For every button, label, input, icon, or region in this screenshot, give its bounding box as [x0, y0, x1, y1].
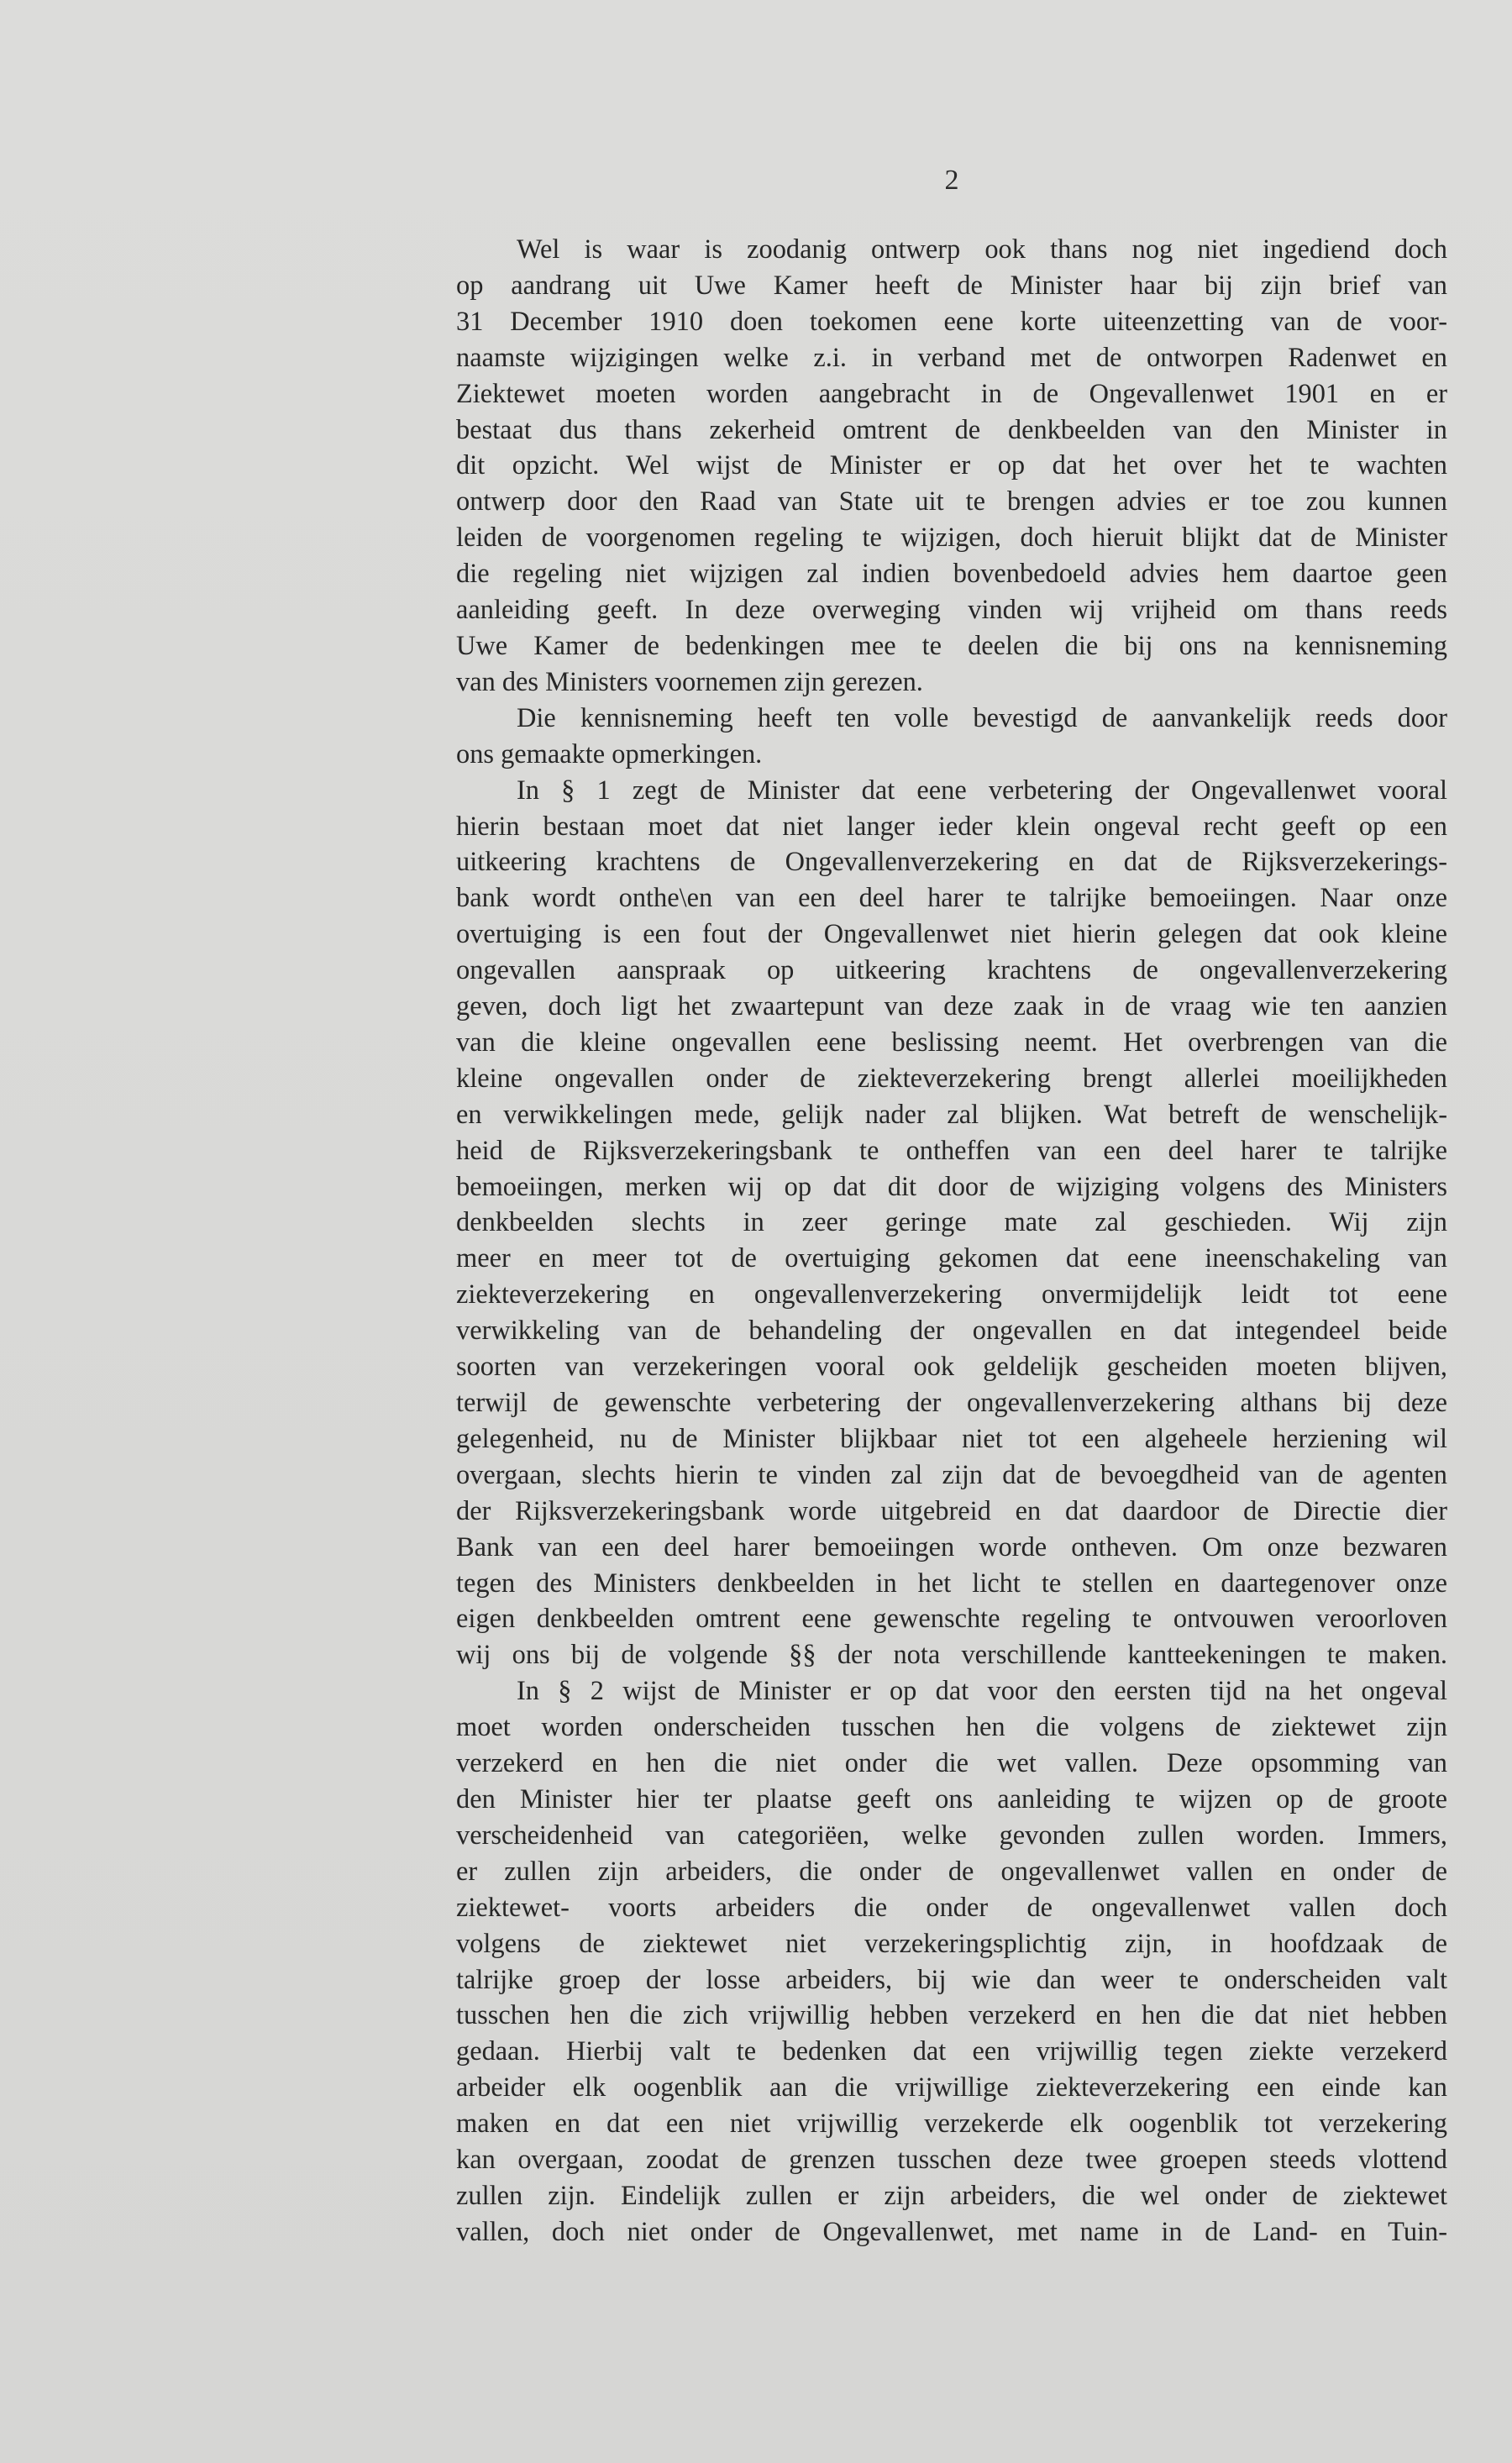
- text-line: denkbeelden slechts in zeer geringe mate zal geschieden. Wij zijn: [456, 1207, 1447, 1238]
- paragraph-section-2: [456, 1673, 1447, 2250]
- text-line: bemoeiingen, merken wij op dat dit door de wijziging volgens des Ministers: [456, 1171, 1447, 1202]
- text-line: Ziektewet moeten worden aangebracht in de Ongevallenwet 1901 en er: [456, 378, 1447, 409]
- text-line: In § 1 zegt de Minister dat eene verbetering der Ongevallenwet vooral: [517, 775, 1447, 806]
- text-line: Wel is waar is zoodanig ontwerp ook thans nog niet ingediend doch: [517, 234, 1447, 265]
- paragraph-section-1: [456, 773, 1447, 1674]
- page-number: 2: [944, 165, 959, 196]
- text-line: zullen zijn. Eindelijk zullen er zijn arbeiders, die wel onder de ziektewet: [456, 2180, 1447, 2211]
- paragraph-kennisneming: [456, 701, 1447, 773]
- body-text: [456, 232, 1447, 2250]
- text-line: meer en meer tot de overtuiging gekomen dat eene ineenschakeling van: [456, 1243, 1447, 1274]
- text-line: die regeling niet wijzigen zal indien bovenbedoeld advies hem daartoe geen: [456, 559, 1447, 590]
- text-line: gelegenheid, nu de Minister blijkbaar niet tot een algeheele herziening wil: [456, 1423, 1447, 1454]
- text-line: en verwikkelingen mede, gelijk nader zal blijken. Wat betreft de wenschelijk-: [456, 1099, 1447, 1130]
- text-line: den Minister hier ter plaatse geeft ons aanleiding te wijzen op de groote: [456, 1783, 1447, 1814]
- text-line: verzekerd en hen die niet onder die wet vallen. Deze opsomming van: [456, 1748, 1447, 1779]
- text-line: uitkeering krachtens de Ongevallenverzekering en dat de Rijksverzekerings-: [456, 847, 1447, 878]
- text-line: hierin bestaan moet dat niet langer ieder klein ongeval recht geeft op een: [456, 811, 1447, 842]
- text-line: ons gemaakte opmerkingen.: [456, 738, 763, 769]
- text-line: ziekteverzekering en ongevallenverzekering onvermijdelijk leidt tot eene: [456, 1279, 1447, 1310]
- text-line: bestaat dus thans zekerheid omtrent de denkbeelden van den Minister in: [456, 414, 1447, 445]
- text-line: moet worden onderscheiden tusschen hen die volgens de ziektewet zijn: [456, 1712, 1447, 1743]
- text-line: Die kennisneming heeft ten volle bevestigd de aanvankelijk reeds door: [517, 702, 1447, 733]
- text-line: volgens de ziektewet niet verzekeringsplichtig zijn, in hoofdzaak de: [456, 1928, 1447, 1959]
- text-line: bank wordt onthe\en van een deel harer te talrijke bemoeiingen. Naar onze: [456, 883, 1447, 914]
- text-line: ontwerp door den Raad van State uit te brengen advies er toe zou kunnen: [456, 486, 1447, 517]
- text-line: heid de Rijksverzekeringsbank te ontheffen van een deel harer te talrijke: [456, 1135, 1447, 1166]
- text-line: eigen denkbeelden omtrent eene gewenschte regeling te ontvouwen veroorloven: [456, 1604, 1447, 1635]
- text-line: 31 December 1910 doen toekomen eene korte uiteenzetting van de voor-: [456, 306, 1447, 337]
- text-line: verwikkeling van de behandeling der ongevallen en dat integendeel beide: [456, 1316, 1447, 1347]
- text-line: In § 2 wijst de Minister er op dat voor den eersten tijd na het ongeval: [517, 1676, 1447, 1707]
- text-line: kan overgaan, zoodat de grenzen tusschen deze twee groepen steeds vlottend: [456, 2145, 1447, 2176]
- paragraph-intro: [456, 232, 1447, 701]
- text-line: kleine ongevallen onder de ziekteverzekering brengt allerlei moeilijkheden: [456, 1063, 1447, 1094]
- text-line: terwijl de gewenschte verbetering der ongevallenverzekering althans bij deze: [456, 1388, 1447, 1418]
- text-line: tusschen hen die zich vrijwillig hebben verzekerd en hen die dat niet hebben: [456, 2000, 1447, 2031]
- text-line: overgaan, slechts hierin te vinden zal zijn dat de bevoegdheid van de agenten: [456, 1459, 1447, 1490]
- text-line: talrijke groep der losse arbeiders, bij wie dan weer te onderscheiden valt: [456, 1964, 1447, 1995]
- text-line: gedaan. Hierbij valt te bedenken dat een vrijwillig tegen ziekte verzekerd: [456, 2036, 1447, 2067]
- text-line: der Rijksverzekeringsbank worde uitgebreid en dat daardoor de Directie dier: [456, 1495, 1447, 1526]
- text-line: Uwe Kamer de bedenkingen mee te deelen die bij ons na kennisneming: [456, 630, 1447, 661]
- text-line: dit opzicht. Wel wijst de Minister er op dat het over het te wachten: [456, 450, 1447, 481]
- text-line: vallen, doch niet onder de Ongevallenwet, met name in de Land- en Tuin-: [456, 2216, 1447, 2247]
- text-line: leiden de voorgenomen regeling te wijzigen, doch hieruit blijkt dat de Minister: [456, 523, 1447, 554]
- text-line: ongevallen aanspraak op uitkeering krachtens de ongevallenverzekering: [456, 955, 1447, 986]
- text-line: maken en dat een niet vrijwillig verzekerde elk oogenblik tot verzekering: [456, 2109, 1447, 2140]
- text-line: arbeider elk oogenblik aan die vrijwillige ziekteverzekering een einde kan: [456, 2072, 1447, 2103]
- text-line: er zullen zijn arbeiders, die onder de ongevallenwet vallen en onder de: [456, 1856, 1447, 1887]
- text-line: Bank van een deel harer bemoeiingen worde ontheven. Om onze bezwaren: [456, 1531, 1447, 1562]
- text-line: geven, doch ligt het zwaartepunt van deze zaak in de vraag wie ten aanzien: [456, 991, 1447, 1022]
- text-line: van des Ministers voornemen zijn gerezen.: [456, 666, 923, 697]
- text-line: van die kleine ongevallen eene beslissing neemt. Het overbrengen van die: [456, 1027, 1447, 1058]
- text-line: soorten van verzekeringen vooral ook geldelijk gescheiden moeten blijven,: [456, 1352, 1447, 1383]
- text-line: tegen des Ministers denkbeelden in het licht te stellen en daartegenover onze: [456, 1568, 1447, 1599]
- text-line: overtuiging is een fout der Ongevallenwet niet hierin gelegen dat ook kleine: [456, 919, 1447, 950]
- text-line: naamste wijzigingen welke z.i. in verband met de ontworpen Radenwet en: [456, 342, 1447, 373]
- text-line: verscheidenheid van categoriëen, welke gevonden zullen worden. Immers,: [456, 1820, 1447, 1851]
- text-line: op aandrang uit Uwe Kamer heeft de Minister haar bij zijn brief van: [456, 270, 1447, 301]
- text-line: wij ons bij de volgende §§ der nota verschillende kantteekeningen te maken.: [456, 1640, 1447, 1671]
- text-line: aanleiding geeft. In deze overweging vinden wij vrijheid om thans reeds: [456, 595, 1447, 626]
- text-line: ziektewet- voorts arbeiders die onder de ongevallenwet vallen doch: [456, 1892, 1447, 1923]
